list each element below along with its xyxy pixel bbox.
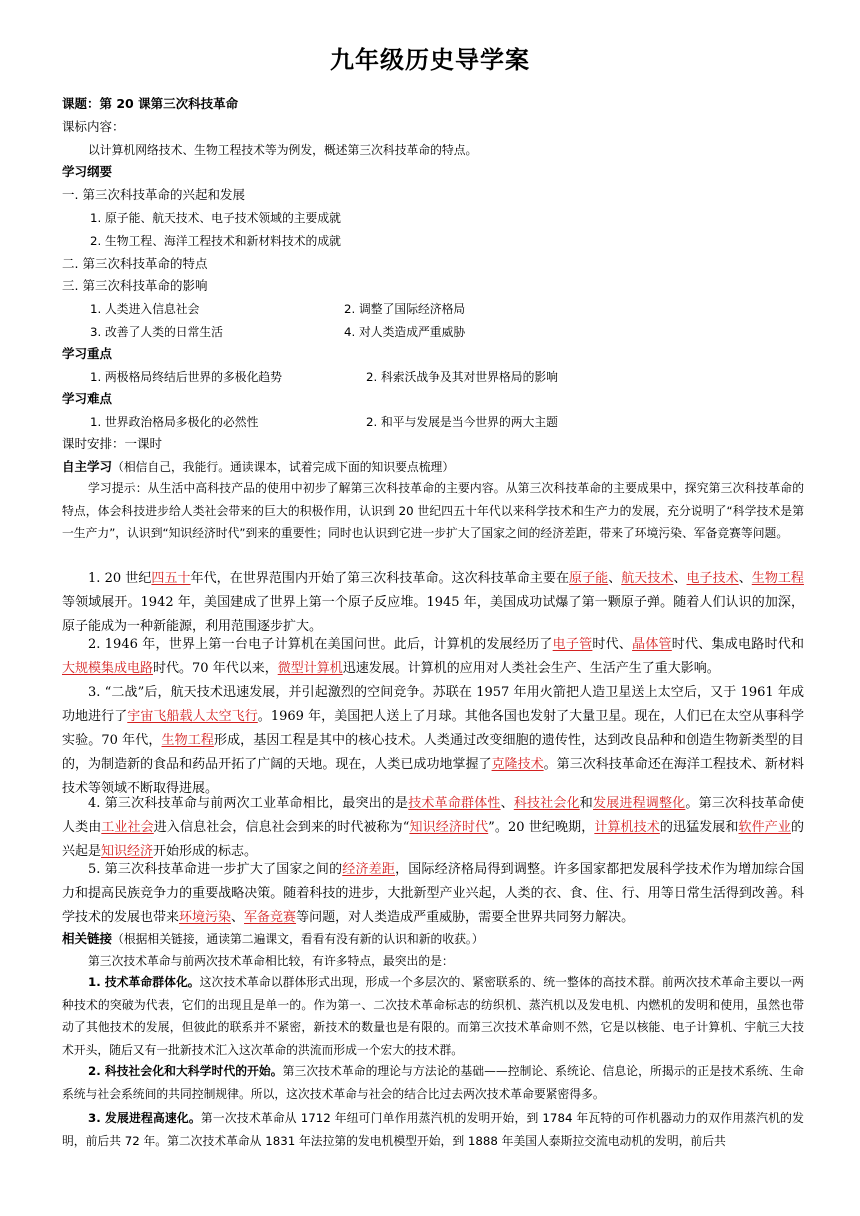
answer-blank: 军备竞赛	[244, 910, 297, 925]
text-segment: ，国际经济格局得到调整。许多国家都把发展科学技术作为增加综合国力和提高民族竞争力的重要战略决策。随着科技的进步，大批新型产业兴起，人类的衣、食、住、行、用等日常生活得到改善。科学技术的发展也带来	[62, 862, 804, 925]
answer-blank: 科技社会化	[513, 796, 580, 811]
difficult-point-2: 2. 和平与发展是当今世界的两大主题	[366, 415, 558, 429]
answer-blank: 航天技术	[621, 571, 674, 586]
text-segment: 时代。70 年代以来，	[153, 661, 278, 676]
related-links-intro: 第三次技术革命与前两次技术革命相比较，有许多特点，最突出的是：	[88, 954, 454, 968]
text-segment: 这次技术革命以群体形式出现，形成一个多层次的、紧密联系的、统一整体的高技术群。前两次技术革命主要以一两种技术的突破为代表，它们的出现且是单一的。作为第一、二次技术革命标志的纺织机、蒸汽机以及发电机、内燃机的发明和使用，虽然也带动了其他技术的发展，但彼此的联系并不紧密，新技术的数量也是有限的。而第三次技术革命则不然，它是以核能、电子计算机、宇航三大技术开头，随后又有一批新技术汇入这次革命的洪流而形成一个宏大的技术群。	[62, 975, 804, 1057]
text-segment: 第一次技术革命从 1712 年纽可门单作用蒸汽机的发明开始，到 1784 年瓦特的可作机器动力的双作用蒸汽机的发明，前后共 72 年。第二次技术革命从 1831 年法拉第的发电机模型开始，到 1888 年美国人泰斯拉交流电动机的发明，前后共	[62, 1111, 804, 1148]
text-segment: 、	[608, 571, 622, 586]
page-title: 九年级历史导学案	[330, 46, 530, 74]
text-segment: 、	[231, 910, 245, 925]
text-segment: 5. 第三次科技革命进一步扩大了国家之间的	[88, 862, 343, 877]
study-hint: 学习提示：从生活中高科技产品的使用中初步了解第三次科技革命的主要内容。从第三次科技革命的主要成果中，探究第三次科技革命的特点，体会科技进步给人类社会带来的巨大的积极作用，认识到 20 世纪四五十年代以来科学技术和生产力的发展，充分说明了“科学技术是第一生产力”，认识到“知识经济时代”到来的重要性；同时也认识到它进一步扩大了国家之间的经济差距，带来了环境污染、军备竞赛等问题。	[62, 481, 804, 540]
outline-item-3-4: 4. 对人类造成严重威胁	[344, 325, 466, 339]
text-segment: 开始形成的标志。	[153, 844, 258, 859]
answer-blank: 电子技术	[686, 571, 739, 586]
answer-blank: 克隆技术	[491, 757, 544, 772]
answer-blank: 知识经济	[101, 844, 154, 859]
key-points-heading: 学习重点	[62, 346, 113, 361]
answer-blank: 经济差距	[342, 862, 396, 877]
text-segment: 、	[673, 571, 687, 586]
standard-label: 课标内容：	[62, 119, 125, 134]
lesson-topic: 课题：第 20 课第三次科技革命	[62, 96, 239, 111]
answer-blank: 发展进程调整化	[593, 796, 686, 811]
answer-blank: 环境污染	[179, 910, 232, 925]
answer-blank: 电子管	[552, 637, 593, 652]
text-segment: 的迅猛发展和	[659, 820, 739, 835]
answer-blank: 生物工程	[751, 571, 804, 586]
related-links-heading	[62, 930, 484, 948]
self-study-heading	[62, 458, 454, 476]
text-segment: 进入信息社会，信息社会到来的时代被称为“	[153, 820, 410, 835]
link-point-3	[62, 1107, 804, 1152]
outline-section-3: 三. 第三次科技革命的影响	[62, 278, 208, 293]
answer-blank: 软件产业	[738, 820, 791, 835]
text-segment: 第三次技术革命的理论与方法论的基础——控制论、系统论、信息论，所揭示的正是技术系统、生命系统与社会系统间的共同控制规律。所以，这次技术革命与社会的结合比过去两次技术革命要紧密得多。	[62, 1064, 804, 1101]
text-segment: 3. “二战”后，航天技术迅速发展，并引起激烈的空间竞争。苏联在 1957 年用火箭把人造卫星送上太空后，又于 1961 年成功地进行了	[62, 685, 804, 724]
paragraph-4	[62, 792, 804, 864]
text-segment: 时代、	[592, 637, 633, 652]
outline-item-3-2: 2. 调整了国际经济格局	[344, 302, 466, 316]
key-point-1: 1. 两极格局终结后世界的多极化趋势	[90, 370, 282, 384]
answer-blank: 大规模集成电路	[62, 661, 154, 676]
answer-blank: 技术革命群体性	[408, 796, 501, 811]
outline-item-1-2: 2. 生物工程、海洋工程技术和新材料技术的成就	[90, 234, 341, 248]
text-segment: 2. 科技社会化和大科学时代的开始。	[88, 1064, 283, 1078]
answer-blank: 知识经济时代	[409, 820, 489, 835]
outline-item-1-1: 1. 原子能、航天技术、电子技术领域的主要成就	[90, 211, 341, 225]
answer-blank: 工业社会	[101, 820, 154, 835]
paragraph-3	[62, 681, 804, 801]
text-segment: ”。20 世纪晚期，	[488, 820, 595, 835]
self-study-label: 自主学习	[62, 459, 113, 474]
text-segment: 时代、集成电路时代和	[671, 637, 804, 652]
answer-blank: 计算机技术	[594, 820, 660, 835]
link-point-1	[62, 971, 804, 1061]
text-segment: 1. 技术革命群体化。	[88, 975, 200, 989]
key-point-2: 2. 科索沃战争及其对世界格局的影响	[366, 370, 558, 384]
link-point-2	[62, 1060, 804, 1105]
text-segment: 。第三次科技革命还在海洋工程技术、新材料技术等领域不断取得进展。	[62, 757, 804, 796]
paragraph-1	[62, 567, 804, 639]
schedule: 课时安排：一课时	[62, 436, 163, 451]
outline-item-3-1: 1. 人类进入信息社会	[90, 302, 200, 316]
answer-blank: 晶体管	[632, 637, 672, 652]
paragraph-5	[62, 858, 804, 930]
outline-section-1: 一. 第三次科技革命的兴起和发展	[62, 187, 245, 202]
text-segment: 迅速发展。计算机的应用对人类社会生产、生活产生了重大影响。	[342, 661, 720, 676]
text-segment: 1. 20 世纪	[88, 571, 152, 586]
text-segment: 。第三次科技革命使人类由	[62, 796, 804, 835]
text-segment: 年代，在世界范围内开始了第三次科技革命。这次科技革命主要在	[190, 571, 570, 586]
standard-text: 以计算机网络技术、生物工程技术等为例发，概述第三次科技革命的特点。	[88, 143, 478, 157]
text-segment: 2. 1946 年，世界上第一台电子计算机在美国问世。此后，计算机的发展经历了	[88, 637, 553, 652]
text-segment: 和	[579, 796, 593, 811]
outline-item-3-3: 3. 改善了人类的日常生活	[90, 325, 223, 339]
text-segment: 、	[738, 571, 752, 586]
outline-section-2: 二. 第三次科技革命的特点	[62, 256, 208, 271]
paragraph-2	[62, 633, 804, 681]
text-segment: 4. 第三次科技革命与前两次工业革命相比，最突出的是	[88, 796, 409, 811]
text-segment: 等问题，对人类造成严重威胁，需要全世界共同努力解决。	[296, 910, 635, 925]
difficult-points-heading: 学习难点	[62, 391, 113, 406]
answer-blank: 原子能	[569, 571, 609, 586]
text-segment: 的兴起是	[62, 820, 804, 859]
text-segment: 形成，基因工程是其中的核心技术。人类通过改变细胞的遗传性，达到改良品种和创造生物新类型的目的，为制造新的食品和药品开拓了广阔的天地。现在，人类已成功地掌握了	[62, 733, 804, 772]
answer-blank: 四五十	[151, 571, 191, 586]
text-segment: 等领域展开。1942 年，美国建成了世界上第一个原子反应堆。1945 年，美国成功试爆了第一颗原子弹。随着人们认识的加深，原子能成为一种新能源，利用范围逐步扩大。	[62, 595, 804, 634]
answer-blank: 微型计算机	[277, 661, 343, 676]
text-segment: 、	[500, 796, 514, 811]
related-links-label: 相关链接	[62, 931, 113, 946]
related-links-note: （根据相关链接，通读第二遍课文，看看有没有新的认识和新的收获。）	[112, 932, 484, 946]
outline-heading: 学习纲要	[62, 164, 113, 179]
answer-blank: 宇宙飞船载人太空飞行	[127, 709, 258, 724]
difficult-point-1: 1. 世界政治格局多极化的必然性	[90, 415, 259, 429]
self-study-note: （相信自己，我能行。通读课本，试着完成下面的知识要点梳理）	[112, 460, 455, 474]
text-segment: 3. 发展进程高速化。	[88, 1111, 201, 1125]
answer-blank: 生物工程	[161, 733, 214, 748]
text-segment: 。1969 年，美国把人送上了月球。其他各国也发射了大量卫星。现在，人们已在太空从事科学实验。70 年代，	[62, 709, 804, 748]
